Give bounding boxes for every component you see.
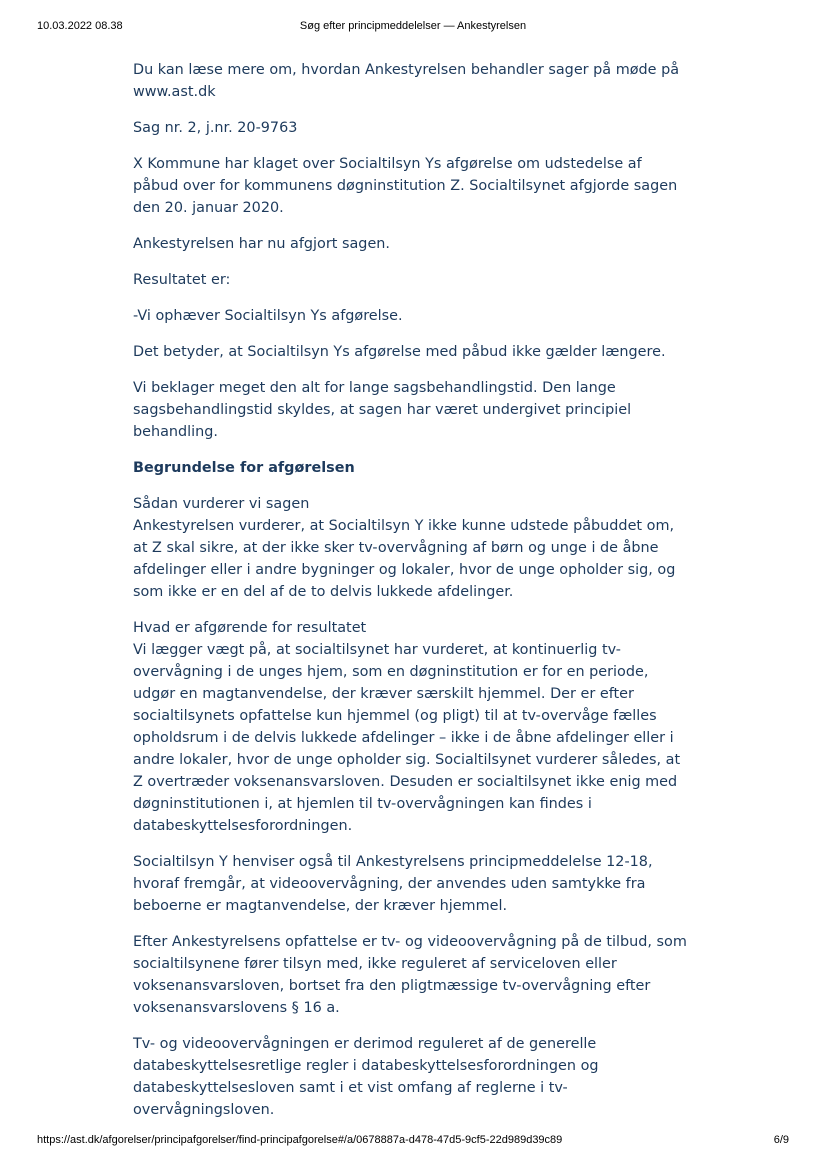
decisive-text: Vi lægger vægt på, at socialtilsynet har vurderet, at kontinuerlig tv-overvågning i de unges hjem, som en døgninstitution er for en periode, udgør en magtanvendelse, der kræver særskilt hjemmel. Der er efter socialtilsynets opfattelse kun hjemmel (og pligt) til at tv-overvåge fælles opholdsrum i de delvis lukkede afdelinger – ikke i de åbne afdelinger eller i andre lokaler, hvor de unge opholder sig. Socialtilsynet vurderer således, at Z overtræder voksenansvarsloven. Desuden er socialtilsynet ikke enig med døgninstitutionen i, at hjemlen til tv-overvågningen kan findes i databeskyttelsesforordningen.: [133, 642, 681, 834]
paragraph-complaint: X Kommune har klaget over Socialtilsyn Ys afgørelse om udstedelse af påbud over for kommunens døgninstitution Z. Socialtilsynet afgjorde sagen den 20. januar 2020.: [133, 156, 678, 216]
assessment-text: Ankestyrelsen vurderer, at Socialtilsyn Y ikke kunne udstede påbuddet om, at Z skal sikre, at der ikke sker tv-overvågning af børn og unge i de åbne afdelinger eller i andre bygninger og lokaler, hvor de unge opholder sig, og som ikke er en del af de to delvis lukkede afdelinger.: [133, 518, 676, 600]
paragraph-read-more: Du kan læse mere om, hvordan Ankestyrelsen behandler sager på møde på www.ast.dk: [133, 62, 680, 100]
print-footer: [37, 1134, 789, 1148]
decisive-title: Hvad er afgørende for resultatet: [133, 620, 367, 636]
print-url: https://ast.dk/afgorelser/principafgorelser/find-principafgorelse#/a/0678887a-d478-47d5-9cf5-22d989d39c89: [37, 1134, 563, 1146]
paragraph-decided: Ankestyrelsen har nu afgjort sagen.: [133, 236, 390, 252]
paragraph-result-label: Resultatet er:: [133, 272, 231, 288]
section-heading: Begrundelse for afgørelsen: [133, 460, 355, 476]
page-number: 6/9: [773, 1134, 789, 1146]
print-datetime: 10.03.2022 08.38: [37, 20, 123, 32]
paragraph-regulation: Tv- og videoovervågningen er derimod reguleret af de generelle databeskyttelsesretlige regler i databeskyttelsesforordningen og databeskyttelsesloven samt i et vist omfang af reglerne i tv-overvågningsloven.: [133, 1036, 599, 1118]
paragraph-assessment: [133, 493, 689, 603]
document-body: [133, 59, 689, 1135]
paragraph-apology: Vi beklager meget den alt for lange sagsbehandlingstid. Den lange sagsbehandlingstid skyldes, at sagen har været undergivet principiel behandling.: [133, 380, 632, 440]
print-header: [37, 20, 789, 34]
assessment-title: Sådan vurderer vi sagen: [133, 496, 310, 512]
print-page-title: Søg efter principmeddelelser — Ankestyrelsen: [299, 20, 527, 32]
paragraph-meaning: Det betyder, at Socialtilsyn Ys afgørelse med påbud ikke gælder længere.: [133, 344, 666, 360]
paragraph-result: -Vi ophæver Socialtilsyn Ys afgørelse.: [133, 308, 403, 324]
paragraph-decisive: [133, 617, 689, 837]
paragraph-opinion: Efter Ankestyrelsens opfattelse er tv- og videoovervågning på de tilbud, som socialtilsynene fører tilsyn med, ikke reguleret af serviceloven eller voksenansvarsloven, bortset fra den pligtmæssige tv-overvågning efter voksenansvarslovens § 16 a.: [133, 934, 687, 1016]
paragraph-reference: Socialtilsyn Y henviser også til Ankestyrelsens principmeddelelse 12-18, hvoraf fremgår, at videoovervågning, der anvendes uden samtykke fra beboerne er magtanvendelse, der kræver hjemmel.: [133, 854, 653, 914]
paragraph-case-number: Sag nr. 2, j.nr. 20-9763: [133, 120, 298, 136]
